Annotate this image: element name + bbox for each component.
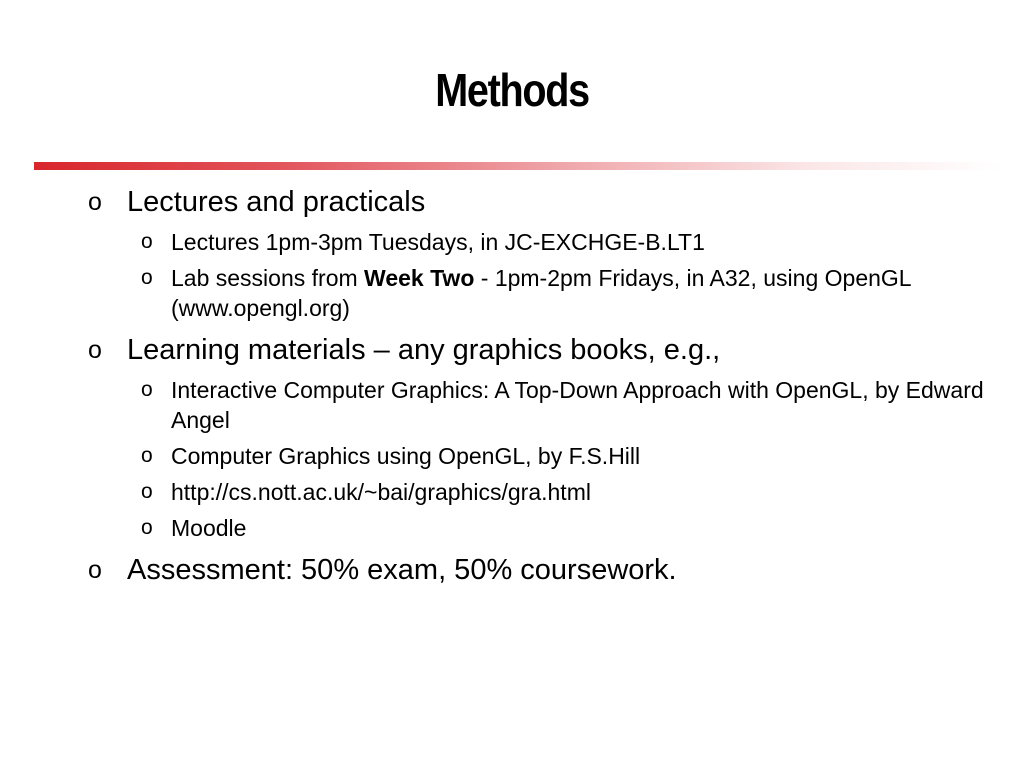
subbullet-book-hill	[132, 441, 988, 471]
subbullet-text: Interactive Computer Graphics: A Top-Down Approach with OpenGL, by Edward Angel	[171, 377, 984, 433]
title-divider	[34, 162, 1002, 170]
bullet-marker: o	[141, 516, 153, 539]
bullet-text: Lectures and practicals	[127, 186, 426, 218]
subbullet-text-bold: Week Two	[364, 265, 475, 291]
subbullet-text-prefix: Lab sessions from	[171, 265, 365, 291]
bullet-marker: o	[88, 188, 102, 216]
subbullet-lectures-schedule	[132, 227, 988, 257]
bullet-marker: o	[141, 266, 153, 289]
bullet-marker: o	[141, 378, 153, 401]
subbullet-text: Lectures 1pm-3pm Tuesdays, in JC-EXCHGE-B.LT1	[171, 229, 705, 255]
subbullet-text: Computer Graphics using OpenGL, by F.S.Hill	[171, 443, 641, 469]
bullet-text: Learning materials – any graphics books, e.g.,	[127, 334, 721, 366]
slide-body	[88, 183, 988, 589]
subbullet-course-url	[132, 477, 988, 507]
slide-title: Methods	[435, 64, 589, 116]
subbullet-moodle	[132, 513, 988, 543]
bullet-lectures-and-practicals	[88, 183, 988, 221]
bullet-marker: o	[88, 336, 102, 364]
bullet-marker: o	[88, 556, 102, 584]
subbullet-book-angel	[132, 375, 988, 435]
subbullet-text-suffix: - 1pm-2pm Fridays, in A32, using OpenGL (www.opengl.org)	[171, 265, 911, 321]
subbullet-text: http://cs.nott.ac.uk/~bai/graphics/gra.html	[171, 479, 591, 505]
bullet-marker: o	[141, 230, 153, 253]
subbullet-text: Moodle	[171, 515, 247, 541]
bullet-learning-materials	[88, 331, 988, 369]
bullet-assessment	[88, 551, 988, 589]
bullet-text: Assessment: 50% exam, 50% coursework.	[127, 554, 677, 586]
bullet-marker: o	[141, 444, 153, 467]
bullet-marker: o	[141, 480, 153, 503]
subbullet-lab-sessions	[132, 263, 988, 323]
